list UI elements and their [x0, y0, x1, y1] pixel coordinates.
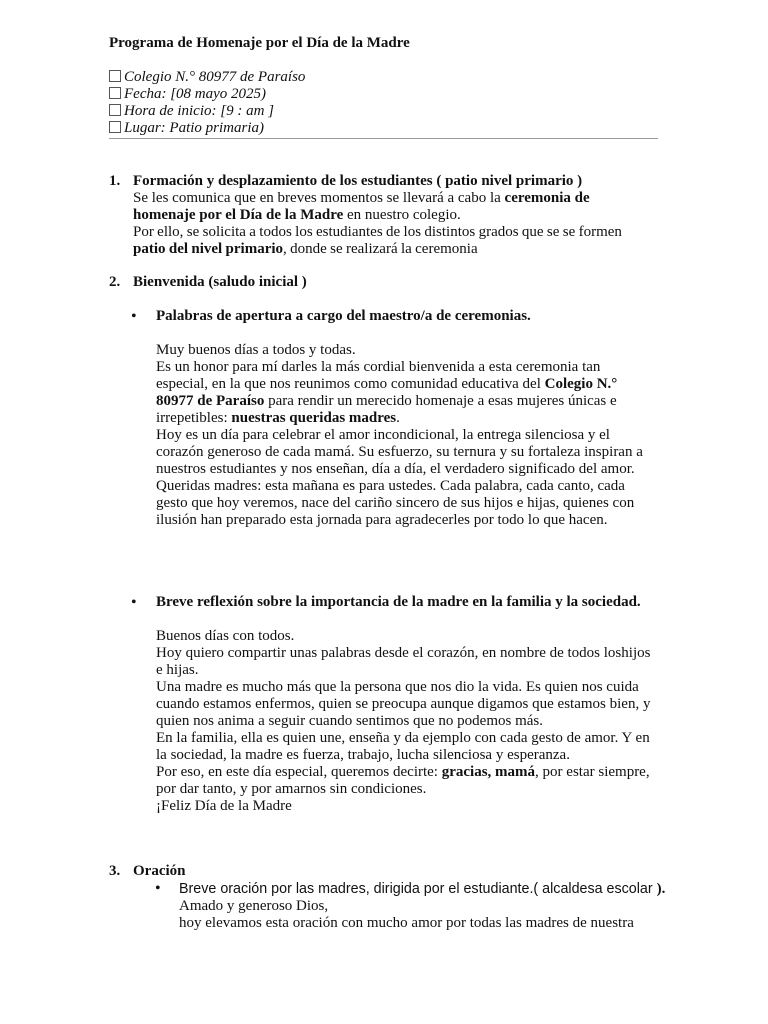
checkbox-glyph-icon	[109, 104, 121, 116]
event-info-block	[109, 69, 658, 139]
opening-speech	[156, 342, 656, 529]
bullet-2: •	[131, 594, 137, 611]
reflection-line-6: ¡Feliz Día de la Madre	[156, 798, 292, 814]
section-1-body	[133, 190, 653, 258]
section-1-paragraph-2: Por ello, se solicita a todos los estudiantes de los distintos grados que se se formen patio del nivel primario, donde se realizará la ceremonia	[133, 224, 622, 257]
section-1-title: Formación y desplazamiento de los estudiantes ( patio nivel primario )	[133, 173, 583, 189]
opening-speech-line-4: Queridas madres: esta mañana es para ustedes. Cada palabra, cada canto, cada gesto que hoy veremos, nace del cariño sincero de sus hijos e hijas, quienes con ilusión han preparado esta jornada para agradecerles por todo lo que hacen.	[156, 478, 635, 528]
checkbox-glyph-icon	[109, 70, 121, 82]
reflection-line-3: Una madre es mucho más que la persona que nos dio la vida. Es quien nos cuida cuando estamos enfermos, quien se preocupa aunque digamos que estamos bien, y quien nos anima a seguir cuando sentimos que no podemos más.	[156, 679, 651, 729]
checkbox-glyph-icon	[109, 121, 121, 133]
prayer-block	[179, 881, 679, 932]
prayer-line-1: Amado y generoso Dios,	[179, 898, 329, 914]
bullet-2-title: Breve reflexión sobre la importancia de la madre en la familia y la sociedad.	[156, 594, 641, 610]
section-1-number: 1.	[109, 173, 121, 189]
section-3-title: Oración	[133, 863, 186, 879]
reflection-speech	[156, 628, 656, 815]
opening-speech-line-3: Hoy es un día para celebrar el amor incondicional, la entrega silenciosa y el corazón generoso de cada mamá. Su esfuerzo, su ternura y su fortaleza inspiran a nuestros estudiantes y nos enseñan, día a día, el verdadero significado del amor.	[156, 427, 643, 477]
bullet-1-title: Palabras de apertura a cargo del maestro/a de ceremonias.	[156, 308, 531, 324]
reflection-line-4: En la familia, ella es quien une, enseña y da ejemplo con cada gesto de amor. Y en la sociedad, la madre es fuerza, trabajo, lucha silenciosa y esperanza.	[156, 730, 650, 763]
bullet-3: •	[155, 880, 161, 897]
info-line-date: Fecha: [08 mayo 2025)	[109, 86, 658, 103]
info-line-school: Colegio N.° 80977 de Paraíso	[109, 69, 658, 86]
bullet-1: •	[131, 308, 137, 325]
info-line-time: Hora de inicio: [9 : am ]	[109, 103, 658, 120]
section-2-title: Bienvenida (saludo inicial )	[133, 274, 307, 290]
reflection-line-5: Por eso, en este día especial, queremos decirte: gracias, mamá, por estar siempre, por dar tanto, y por amarnos sin condiciones.	[156, 764, 650, 797]
section-3-number: 3.	[109, 863, 121, 879]
reflection-line-1: Buenos días con todos.	[156, 628, 295, 644]
opening-speech-line-1: Muy buenos días a todos y todas.	[156, 342, 356, 358]
section-2-number: 2.	[109, 274, 121, 290]
section-1-paragraph-1: Se les comunica que en breves momentos se llevará a cabo la ceremonia de homenaje por el Día de la Madre en nuestro colegio.	[133, 190, 590, 223]
checkbox-glyph-icon	[109, 87, 121, 99]
opening-speech-line-2: Es un honor para mí darles la más cordial bienvenida a esta ceremonia tan especial, en la que nos reunimos como comunidad educativa del Colegio N.° 80977 de Paraíso para rendir un merecido homenaje a esas mujeres únicas e irrepetibles: nuestras queridas madres.	[156, 359, 618, 426]
document-title: Programa de Homenaje por el Día de la Madre	[109, 35, 410, 51]
prayer-intro: Breve oración por las madres, dirigida por el estudiante.( alcaldesa escolar ).	[179, 881, 666, 897]
reflection-line-2: Hoy quiero compartir unas palabras desde el corazón, en nombre de todos loshijos e hijas.	[156, 645, 651, 678]
prayer-line-2: hoy elevamos esta oración con mucho amor por todas las madres de nuestra	[179, 915, 634, 931]
info-line-place: Lugar: Patio primaria)	[109, 120, 658, 137]
